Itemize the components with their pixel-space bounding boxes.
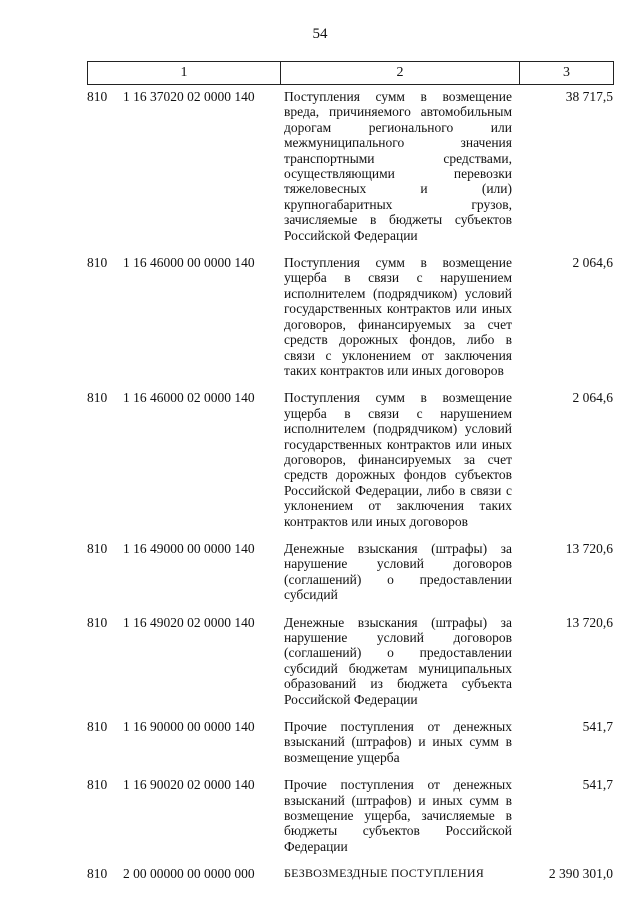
revenue-name-cell: Поступления сумм в возмещение ущерба в связи с нарушением исполнителем (подрядчиком) условий государственных контрактов или иных договоров, финансируемых за счет средств дорожных фондов субъектов Российской Федерации, либо в связи с уклонением от заключения таких контрактов или иных договоров (284, 390, 512, 529)
admin-code-cell: 810 (87, 255, 108, 271)
revenue-code-cell: 1 16 49020 02 0000 140 (123, 614, 255, 630)
revenue-code-cell: 2 00 00000 00 0000 000 (123, 866, 255, 882)
revenue-name-cell: Поступления сумм в возмещение ущерба в связи с нарушением исполнителем (подрядчиком) условий государственных контрактов или иных договоров, финансируемых за счет средств дорожных фондов, либо в связи с уклонением от заключения таких контрактов или иных договоров (284, 255, 512, 378)
revenue-code-cell: 1 16 49000 00 0000 140 (123, 540, 255, 556)
table-row (87, 255, 613, 378)
amount-cell: 13 720,6 (565, 540, 613, 556)
amount-cell: 13 720,6 (565, 614, 613, 630)
admin-code-cell: 810 (87, 614, 108, 630)
revenue-code-cell: 1 16 37020 02 0000 140 (123, 89, 255, 104)
header-col-1: 1 (88, 62, 281, 85)
header-row (88, 62, 614, 85)
table-header (87, 61, 614, 85)
amount-cell: 2 064,6 (572, 390, 613, 406)
table-row (87, 866, 613, 881)
table-row (87, 777, 613, 854)
table-row (87, 615, 613, 707)
table-row (87, 719, 613, 765)
amount-cell: 541,7 (582, 777, 613, 793)
revenue-name-cell: Поступления сумм в возмещение вреда, причиняемого автомобильным дорогам регионального или межмуниципального значения транспортными средствами, осуществляющими перевозки тяжеловесных и (или) крупногабаритных грузов, зачисляемые в бюджеты субъектов Российской Федерации (284, 89, 512, 243)
admin-code-cell: 810 (87, 777, 108, 793)
table-row (87, 89, 613, 243)
page-number: 54 (312, 26, 328, 42)
header-col-2: 2 (281, 62, 520, 85)
admin-code-cell: 810 (87, 866, 108, 882)
table-body (87, 89, 613, 894)
revenue-name-cell: БЕЗВОЗМЕЗДНЫЕ ПОСТУПЛЕНИЯ (284, 866, 484, 881)
revenue-name-cell: Денежные взыскания (штрафы) за нарушение условий договоров (соглашений) о предоставлении субсидий бюджетам муниципальных образований из бюджета субъекта Российской Федерации (284, 614, 512, 707)
amount-cell: 38 717,5 (565, 89, 613, 104)
revenue-name-cell: Денежные взыскания (штрафы) за нарушение условий договоров (соглашений) о предоставлении субсидий (284, 540, 512, 603)
revenue-code-cell: 1 16 90020 02 0000 140 (123, 777, 255, 793)
revenue-code-cell: 1 16 90000 00 0000 140 (123, 719, 255, 735)
header-col-3: 3 (520, 62, 614, 85)
revenue-name-cell: Прочие поступления от денежных взысканий (штрафов) и иных сумм в возмещение ущерба, зачисляемые в бюджеты субъектов Российской Федерации (284, 777, 512, 854)
table-row (87, 390, 613, 529)
admin-code-cell: 810 (87, 719, 108, 735)
table-row (87, 541, 613, 603)
amount-cell: 541,7 (582, 719, 613, 735)
revenue-name-cell: Прочие поступления от денежных взысканий (штрафов) и иных сумм в возмещение ущерба (284, 719, 512, 765)
revenue-code-cell: 1 16 46000 02 0000 140 (123, 390, 255, 406)
admin-code-cell: 810 (87, 540, 108, 556)
admin-code-cell: 810 (87, 390, 108, 406)
amount-cell: 2 390 301,0 (548, 866, 613, 882)
revenue-code-cell: 1 16 46000 00 0000 140 (123, 255, 255, 271)
admin-code-cell: 810 (87, 89, 108, 104)
amount-cell: 2 064,6 (572, 255, 613, 271)
